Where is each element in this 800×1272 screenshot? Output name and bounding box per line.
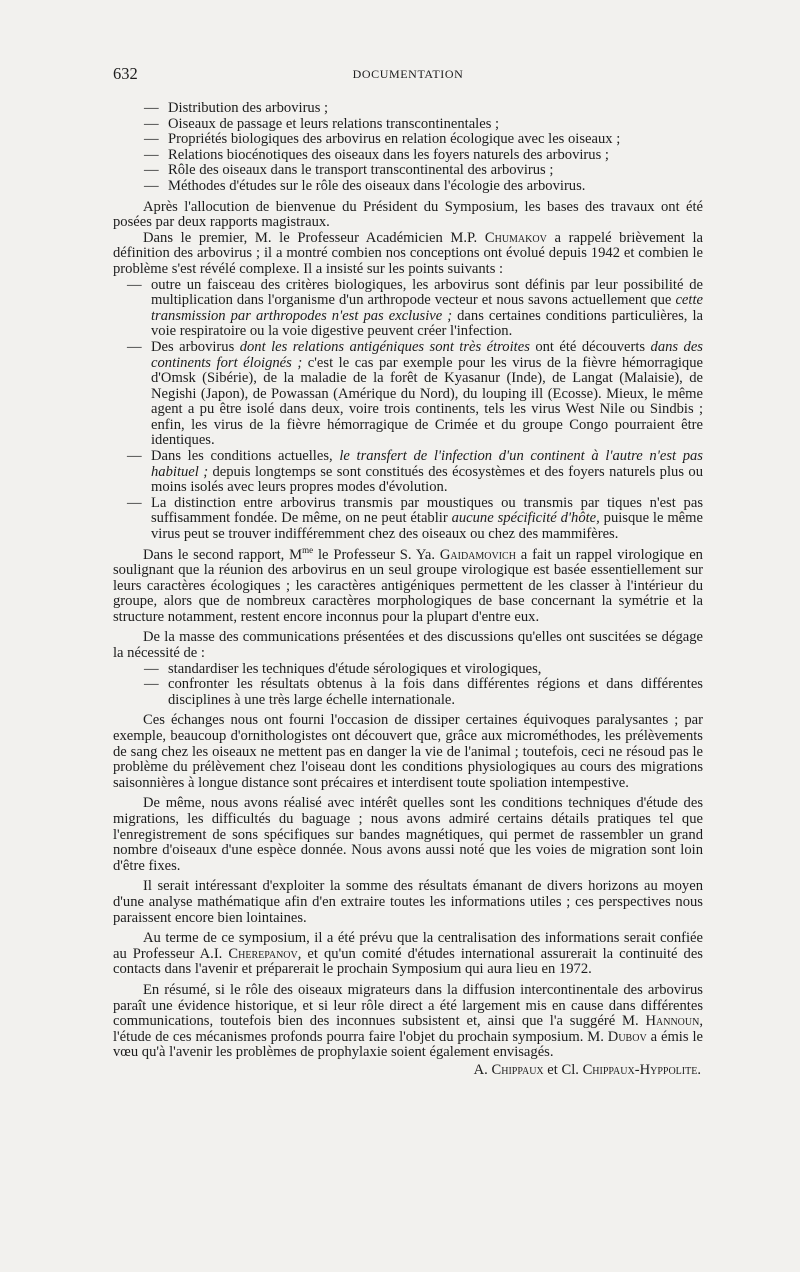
paragraph-opening: Après l'allocution de bienvenue du Président du Symposium, les bases des travaux ont été posées par deux rapports magistraux. bbox=[113, 198, 703, 231]
superscript: me bbox=[302, 544, 314, 555]
list-item: — Rôle des oiseaux dans le transport transcontinental des arbovirus ; bbox=[113, 163, 703, 179]
author-name: Chippaux bbox=[491, 1061, 544, 1078]
text-segment: Des arbovirus bbox=[151, 338, 240, 355]
paragraph-end bbox=[113, 931, 703, 978]
text-segment: , l'étude de ces mécanismes profonds pourra faire l'objet du prochain symposium. M. bbox=[113, 1013, 703, 1045]
list-item: — Relations biocénotiques des oiseaux dans les foyers naturels des arbovirus ; bbox=[113, 148, 703, 164]
list-item bbox=[113, 496, 703, 543]
paragraph-interest: Il serait intéressant d'exploiter la somme des résultats émanant de divers horizons au moyen d'une analyse mathématique afin d'en extraire toutes les informations utiles ; ces perspectives nous paraissent encore bien lointaines. bbox=[113, 878, 703, 926]
topics-list bbox=[113, 101, 703, 195]
text-segment: Dans le premier, M. le Professeur Académicien M.P. bbox=[143, 229, 485, 246]
list-item bbox=[113, 449, 703, 496]
paragraph-mass: De la masse des communications présentées et des discussions qu'elles ont suscitées se dégage la nécessité de : bbox=[113, 629, 703, 662]
text-segment: , et qu'un comité d'études international assurerait la continuité des contacts dans l'avenir et préparerait le prochain Symposium qui aura lieu en 1972. bbox=[113, 945, 703, 978]
text-segment: depuis longtemps se sont constitués des écosystèmes et des foyers naturels plus ou moins isolés avec leurs propres modes d'évolution. bbox=[151, 463, 703, 496]
author-name: Chippaux-Hyppolite bbox=[582, 1061, 698, 1078]
text-segment: puisque le même virus peut se trouver indifféremment chez des oiseaux ou chez des mammifères. bbox=[151, 510, 703, 543]
text-segment: c'est le cas par exemple pour les virus de la fièvre hémorragique d'Omsk (Sibérie), de la maladie de la forêt de Kyasanur (Inde), de Langat (Malaisie), de Negishi (Japon), de Powassan (Amérique du Nord), du louping ill (Ecosse). Mieux, le même agent a pu être isolé dans deux, voire trois continents, tels les virus West Nile ou Sindbis ; enfin, les virus de la fièvre hémorragique de Crimée et du groupe Congo pourraient être identiques. bbox=[151, 354, 704, 449]
emphasis: cette transmission par arthropodes n'est pas exclusive ; bbox=[151, 292, 703, 324]
list-item: — Distribution des arbovirus ; bbox=[113, 101, 703, 117]
paragraph-first-report bbox=[113, 231, 703, 278]
text-segment: ont été découverts bbox=[529, 338, 651, 355]
emphasis: dont les relations antigéniques sont très étroites bbox=[239, 338, 530, 355]
text-segment: Au terme de ce symposium, il a été prévu que la centralisation des informations serait confiée au Professeur A.I. bbox=[113, 930, 703, 962]
list-item bbox=[113, 340, 703, 449]
text-segment: a émis le vœu qu'à l'avenir les problèmes de prophylaxie soient également envisagés. bbox=[113, 1028, 703, 1061]
author-name: Hannoun bbox=[645, 1013, 700, 1030]
running-title: DOCUMENTATION bbox=[352, 67, 464, 81]
text-segment: En résumé, si le rôle des oiseaux migrateurs dans la diffusion intercontinentale des arbovirus paraît une évidence historique, et si leur rôle direct a été largement mis en cause dans différentes communications, toutefois bien des inconnues subsistent et, ainsi que l'a suggéré M. bbox=[113, 981, 703, 1030]
author-name: Gaidamovich bbox=[439, 546, 516, 563]
text-segment: et Cl. bbox=[543, 1061, 583, 1078]
emphasis: dans des continents fort éloignés ; bbox=[151, 338, 703, 371]
text-segment: Dans le second rapport, M bbox=[143, 546, 303, 563]
list-item: — Propriétés biologiques des arbovirus en relation écologique avec les oiseaux ; bbox=[113, 132, 703, 148]
list-item: — Oiseaux de passage et leurs relations transcontinentales ; bbox=[113, 117, 703, 133]
paragraph-second-report bbox=[113, 543, 703, 626]
list-item bbox=[113, 278, 703, 340]
text-segment: outre un faisceau des critères biologiques, les arbovirus sont définis par leur possibilité de multiplication dans l'organisme d'un arthropode vecteur et nous savons actuellement que bbox=[151, 276, 703, 309]
author-name: Chumakov bbox=[484, 229, 547, 246]
text-segment: dans certaines conditions particulières, la voie respiratoire ou la voie digestive peuvent créer l'infection. bbox=[151, 307, 703, 340]
signature bbox=[113, 1063, 703, 1079]
text-segment: La distinction entre arbovirus transmis par moustiques ou transmis par tiques n'est pas suffisamment fondée. De même, on ne peut établir bbox=[151, 494, 703, 527]
emphasis: le transfert de l'infection d'un continent à l'autre n'est pas habituel ; bbox=[151, 448, 703, 480]
author-name: Dubov bbox=[607, 1028, 647, 1045]
list-item: — Méthodes d'études sur le rôle des oiseaux dans l'écologie des arbovirus. bbox=[113, 179, 703, 195]
text-segment: . bbox=[697, 1061, 701, 1078]
text-segment: a fait un rappel virologique en soulignant que la réunion des arbovirus en un seul groupe virologique est basée essentiellement sur leurs caractères écologiques ; les caractères antigéniques permettent de les classer à l'intérieur du groupe, alors que de nombreux caractères morphologiques de base concernant la symétrie et la structure notamment, restent encore inconnus pour la plupart d'entre eux. bbox=[113, 546, 703, 625]
paragraph-summary bbox=[113, 983, 703, 1061]
needs-list bbox=[113, 662, 703, 709]
text-segment: a rappelé brièvement la définition des arbovirus ; il a montré combien nos conceptions ont évolué depuis 1942 et combien le problème s'est révélé complexe. Il a insisté sur les points suivants : bbox=[113, 229, 704, 277]
list-item: — confronter les résultats obtenus à la fois dans différentes régions et dans différentes disciplines à une très large échelle internationale. bbox=[113, 677, 703, 708]
emphasis: aucune spécificité d'hôte, bbox=[451, 510, 600, 527]
page-number: 632 bbox=[113, 64, 138, 83]
text-segment: le Professeur S. Ya. bbox=[313, 546, 440, 563]
text-segment: Dans les conditions actuelles, bbox=[151, 448, 340, 465]
page-header bbox=[113, 64, 703, 88]
points-list bbox=[113, 278, 703, 543]
paragraph-same: De même, nous avons réalisé avec intérêt quelles sont les conditions techniques d'étude des migrations, les difficultés du baguage ; nous avons admiré certains détails pratiques tel que l'enregistrement de sons spécifiques sur bandes magnétiques, qui permet de rassembler un grand nombre d'oiseaux d'une espèce donnée. Nous avons aussi noté que les voies de migration sont loin d'être fixes. bbox=[113, 795, 703, 874]
text-segment: A. bbox=[473, 1061, 492, 1078]
list-item: — standardiser les techniques d'étude sérologiques et virologiques, bbox=[113, 662, 703, 678]
article-body bbox=[113, 101, 703, 1078]
paragraph-exchanges: Ces échanges nous ont fourni l'occasion de dissiper certaines équivoques paralysantes ; par exemple, beaucoup d'ornithologistes ont découvert que, grâce aux microméthodes, les prélèvements de sang chez les oiseaux ne mettent pas en danger la vie de l'animal ; toutefois, ceci ne résoud pas le problème du prélèvement chez l'oiseau dont les conditions physiologiques au cours des migrations saisonnières à longue distance sont précaires et interdisent toute spoliation intempestive. bbox=[113, 712, 703, 791]
author-name: Cherepanov bbox=[228, 945, 298, 962]
